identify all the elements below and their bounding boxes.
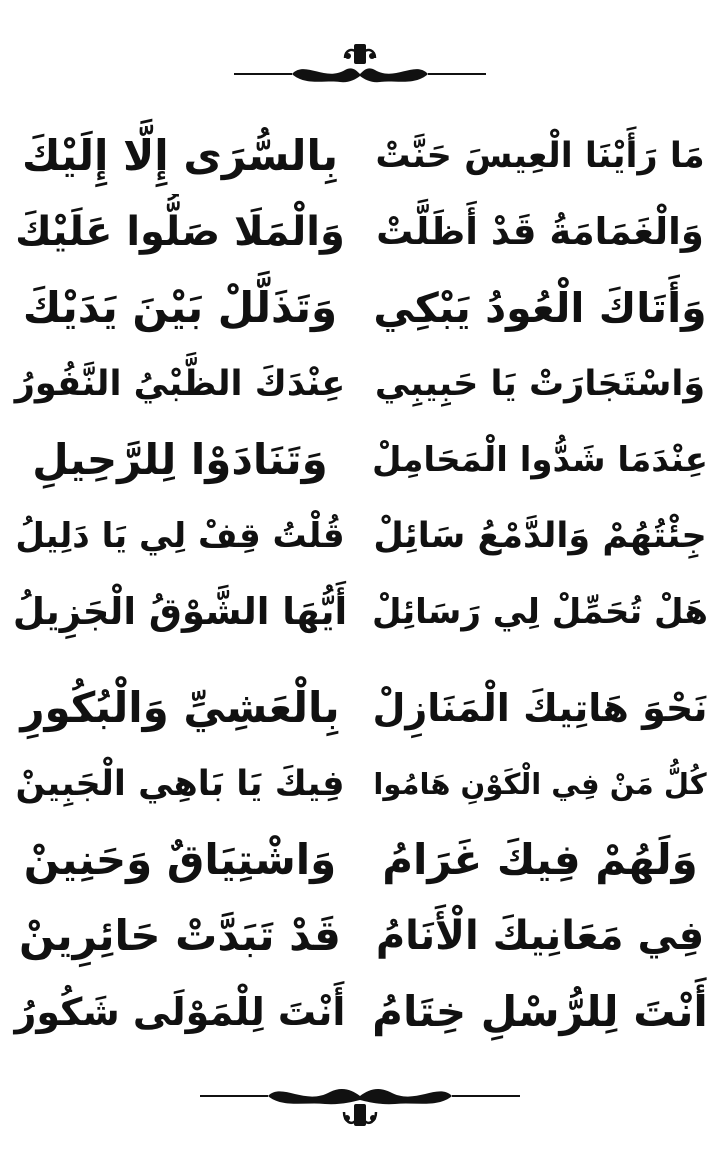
verse-line: أَيُّهَا الشَّوْقُ الْجَزِيلُ xyxy=(12,590,348,633)
verse-line: أَنْتَ لِلرُّسْلِ خِتَامُ xyxy=(372,987,708,1036)
verse-line: وَلَهُمْ فِيكَ غَرَامُ xyxy=(382,835,698,884)
verse-line: مَا رَأَيْنَا الْعِيسَ حَنَّتْ xyxy=(375,136,705,176)
verse-line: وَالْغَمَامَةُ قَدْ أَظَلَّتْ xyxy=(376,210,704,253)
verse-line: وَاشْتِيَاقٌ وَحَنِينْ xyxy=(23,835,337,884)
stanza-2-left-column xyxy=(12,670,348,1060)
verse-line: عِنْدَمَا شَدُّوا الْمَحَامِلْ xyxy=(372,440,708,480)
verse-line: قَدْ تَبَدَّتْ حَائِرِينْ xyxy=(19,911,341,960)
verse-line: هَلْ تُحَمِّلْ لِي رَسَائِلْ xyxy=(372,592,708,632)
verse-line: جِئْتُهُمْ وَالدَّمْعُ سَائِلْ xyxy=(373,516,707,556)
verse-line: بِالْعَشِيِّ وَالْبُكُورِ xyxy=(20,683,340,732)
verse-line: قُلْتُ قِفْ لِي يَا دَلِيلُ xyxy=(15,516,345,556)
stanza-2-right-column xyxy=(372,670,708,1060)
stanza-1-right-column xyxy=(372,118,708,658)
verse-line: وَتَذَلَّلْ بَيْنَ يَدَيْكَ xyxy=(22,283,338,332)
bottom-floral-divider-icon xyxy=(0,1078,720,1138)
verse-line: نَحْوَ هَاتِيكَ الْمَنَازِلْ xyxy=(372,686,708,730)
verse-line: فِي مَعَانِيكَ الْأَنَامُ xyxy=(375,913,705,959)
verse-line: كُلُّ مَنْ فِي الْكَوْنِ هَامُوا xyxy=(373,767,707,801)
verse-line: وَاسْتَجَارَتْ يَا حَبِيبِي xyxy=(374,364,706,404)
verse-line: وَتَنَادَوْا لِلرَّحِيلِ xyxy=(32,435,328,484)
verse-line: عِنْدَكَ الظَّبْيُ النَّفُورُ xyxy=(14,364,346,404)
verse-line: فِيكَ يَا بَاهِي الْجَبِينْ xyxy=(15,764,345,804)
stanza-1-left-column xyxy=(12,118,348,658)
top-floral-divider-icon xyxy=(0,30,720,90)
verse-line: أَنْتَ لِلْمَوْلَى شَكُورُ xyxy=(14,990,346,1034)
verse-line: وَالْمَلَا صَلُّوا عَلَيْكَ xyxy=(15,209,345,255)
verse-line: وَأَتَاكَ الْعُودُ يَبْكِي xyxy=(373,284,707,332)
verse-line: بِالسُّرَى إِلَّا إِلَيْكَ xyxy=(21,131,338,180)
